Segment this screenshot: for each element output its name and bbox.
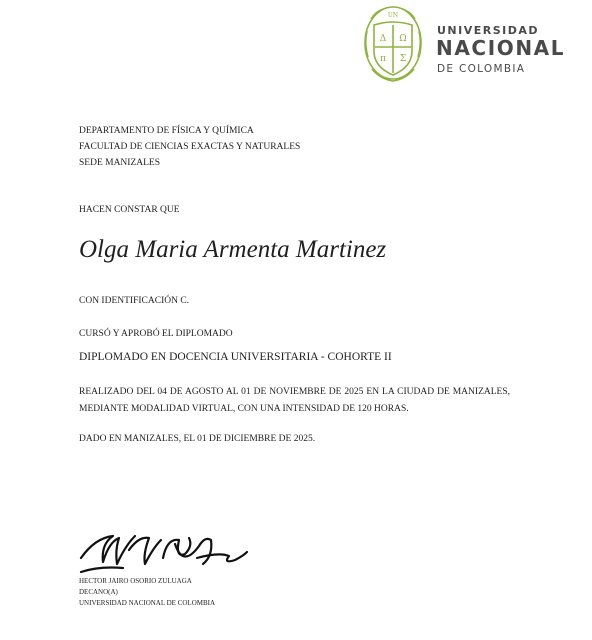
department-name: DEPARTAMENTO DE FÍSICA Y QUÍMICA xyxy=(79,126,254,136)
seal-text-un: UN xyxy=(387,12,399,19)
signer-block xyxy=(79,576,215,609)
faculty-name: FACULTAD DE CIENCIAS EXACTAS Y NATURALES xyxy=(79,142,301,152)
issue-date: DADO EN MANIZALES, EL 01 DE DICIEMBRE DE 2025. xyxy=(79,434,316,444)
signature-image xyxy=(79,528,251,574)
seal-omega: Ω xyxy=(399,34,407,44)
course-title: DIPLOMADO EN DOCENCIA UNIVERSITARIA - COHORTE II xyxy=(79,351,392,363)
university-name-line2: NACIONAL xyxy=(436,36,566,60)
course-details: REALIZADO DEL 04 DE AGOSTO AL 01 DE NOVIEMBRE DE 2025 EN LA CIUDAD DE MANIZALES, MEDIANTE MODALIDAD VIRTUAL, CON UNA INTENSIDAD DE 120 HORAS. xyxy=(79,387,510,414)
certify-intro: HACEN CONSTAR QUE xyxy=(79,205,180,215)
university-name-line1: UNIVERSIDAD xyxy=(437,24,540,37)
seal-sigma: Σ xyxy=(399,54,407,64)
campus-name: SEDE MANIZALES xyxy=(79,158,161,168)
seal-pi: π xyxy=(380,54,386,64)
seal-delta: Δ xyxy=(379,34,387,44)
signer-role: DECANO(A) xyxy=(79,588,118,596)
identification-label: CON IDENTIFICACIÓN C. xyxy=(79,296,190,306)
university-name-line3: DE COLOMBIA xyxy=(437,63,526,75)
university-logo xyxy=(362,3,566,87)
recipient-name: Olga Maria Armenta Martinez xyxy=(79,236,387,263)
issuer-block xyxy=(79,123,300,171)
signer-name: HECTOR JAIRO OSORIO ZULUAGA xyxy=(79,577,192,585)
course-intro: CURSÓ Y APROBÓ EL DIPLOMADO xyxy=(79,329,233,339)
university-seal-icon xyxy=(362,3,424,84)
signer-organization: UNIVERSIDAD NACIONAL DE COLOMBIA xyxy=(79,599,216,607)
